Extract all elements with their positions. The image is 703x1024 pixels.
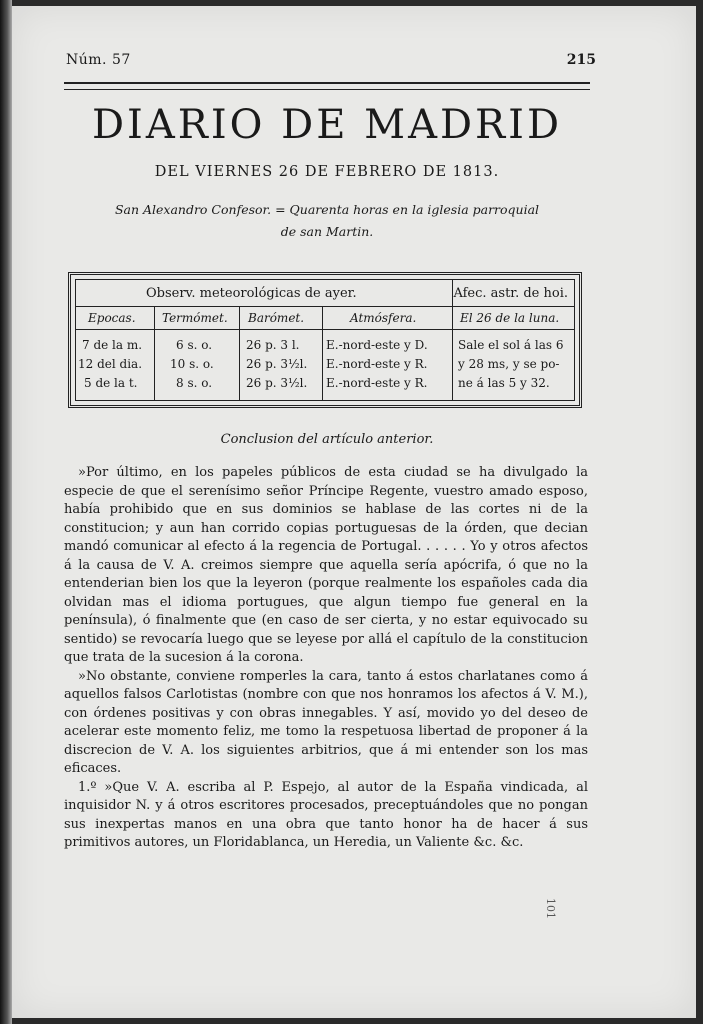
- col-head-barometro: Barómet.: [248, 311, 305, 325]
- col-divider: [154, 306, 155, 400]
- astro-line: y 28 ms, y se po-: [458, 357, 560, 371]
- cell-atmos: E.-nord-este y R.: [326, 376, 428, 390]
- col-head-luna: El 26 de la luna.: [460, 311, 560, 325]
- col-divider: [322, 306, 323, 400]
- page-number: 215: [566, 52, 596, 68]
- article-paragraph-1: »Por último, en los papeles públicos de esta ciudad se ha divulgado la especie de que el serenísimo señor Príncipe Regente, vuestro amado esposo, había prohibido que en sus dominios se hablase de las cortes ni de la constitucion; y aun han corrido copias portuguesas de la órden, que decian mandó comunicar al efecto á la regencia de Portugal. . . . . . Yo y otros afectos á la causa de V. A. creimos siempre que aquella sería apócrifa, ó que no la entenderian bien los que la leyeron (porque realmente los españoles cada dia olvidan mas el idioma portugues, que algun tiempo fue general en la península), ó finalmente que (en caso de ser cierta, y no estar equivocado su sentido) se revocaría luego que se leyese por allá el capítulo de la constitucion que trata de la sucesion á la corona.: [64, 465, 588, 665]
- cell-atmos: E.-nord-este y D.: [326, 338, 428, 352]
- cell-epoca: 7 de la m.: [82, 338, 143, 352]
- masthead-title: DIARIO DE MADRID: [91, 102, 563, 148]
- astro-line: Sale el sol á las 6: [458, 338, 564, 352]
- issue-number: Núm. 57: [66, 52, 131, 68]
- col-divider: [239, 306, 240, 400]
- article-paragraph-3: 1.º »Que V. A. escriba al P. Espejo, al autor de la España vindicada, al inquisidor N. y á otros escritores procesados, preceptuándoles que no pongan sus inexpertas manos en una obra que tanto honor ha de hacer á sus primitivos autores, un Floridablanca, un Heredia, un Valiente &c. &c.: [64, 779, 588, 850]
- saints-notice: [72, 199, 582, 243]
- top-double-rule: [64, 82, 590, 90]
- weather-table: [68, 272, 582, 408]
- dateline: DEL VIERNES 26 DE FEBRERO DE 1813.: [154, 164, 500, 180]
- cell-epoca: 12 del dia.: [78, 357, 143, 371]
- cell-atmos: E.-nord-este y R.: [326, 357, 428, 371]
- cell-termo: 10 s. o.: [170, 357, 214, 371]
- col-head-epocas: Epocas.: [88, 311, 136, 325]
- article-paragraph-2: »No obstante, conviene romperles la cara, tanto á estos charlatanes como á aquellos falsos Carlotistas (nombre con que nos honramos los afectos á V. M.), con órdenes positivas y con obras innegables. Y así, movido yo del deseo de acelerar este momento feliz, me tomo la respetuosa libertad de proponer á la discrecion de V. A. los siguientes arbitrios, que á mi entender son los mas eficaces.: [64, 668, 588, 776]
- table-rule-2: [76, 329, 574, 330]
- article-heading: Conclusion del artículo anterior.: [220, 432, 434, 447]
- cell-baro: 26 p. 3½l.: [246, 376, 308, 390]
- col-divider: [452, 280, 453, 400]
- cell-epoca: 5 de la t.: [84, 376, 138, 390]
- article-body: [64, 464, 588, 853]
- saints-line-2: de san Martin.: [280, 224, 374, 239]
- newspaper-page: [12, 6, 696, 1018]
- cell-baro: 26 p. 3 l.: [246, 338, 300, 352]
- saints-line-1: San Alexandro Confesor. = Quarenta horas en la iglesia parroquial: [114, 202, 540, 217]
- book-spine-edge: [0, 0, 12, 1024]
- col-head-atmosfera: Atmósfera.: [350, 311, 417, 325]
- cell-termo: 8 s. o.: [176, 376, 213, 390]
- astro-line: ne á las 5 y 32.: [458, 376, 550, 390]
- cell-baro: 26 p. 3½l.: [246, 357, 308, 371]
- col-head-termometro: Termómet.: [162, 311, 228, 325]
- weather-table-inner: [75, 279, 575, 401]
- folio-mark: 101: [544, 898, 557, 919]
- table-rule-1: [76, 306, 574, 307]
- astro-heading: Afec. astr. de hoi.: [453, 286, 568, 301]
- weather-heading: Observ. meteorológicas de ayer.: [146, 286, 357, 301]
- cell-termo: 6 s. o.: [176, 338, 213, 352]
